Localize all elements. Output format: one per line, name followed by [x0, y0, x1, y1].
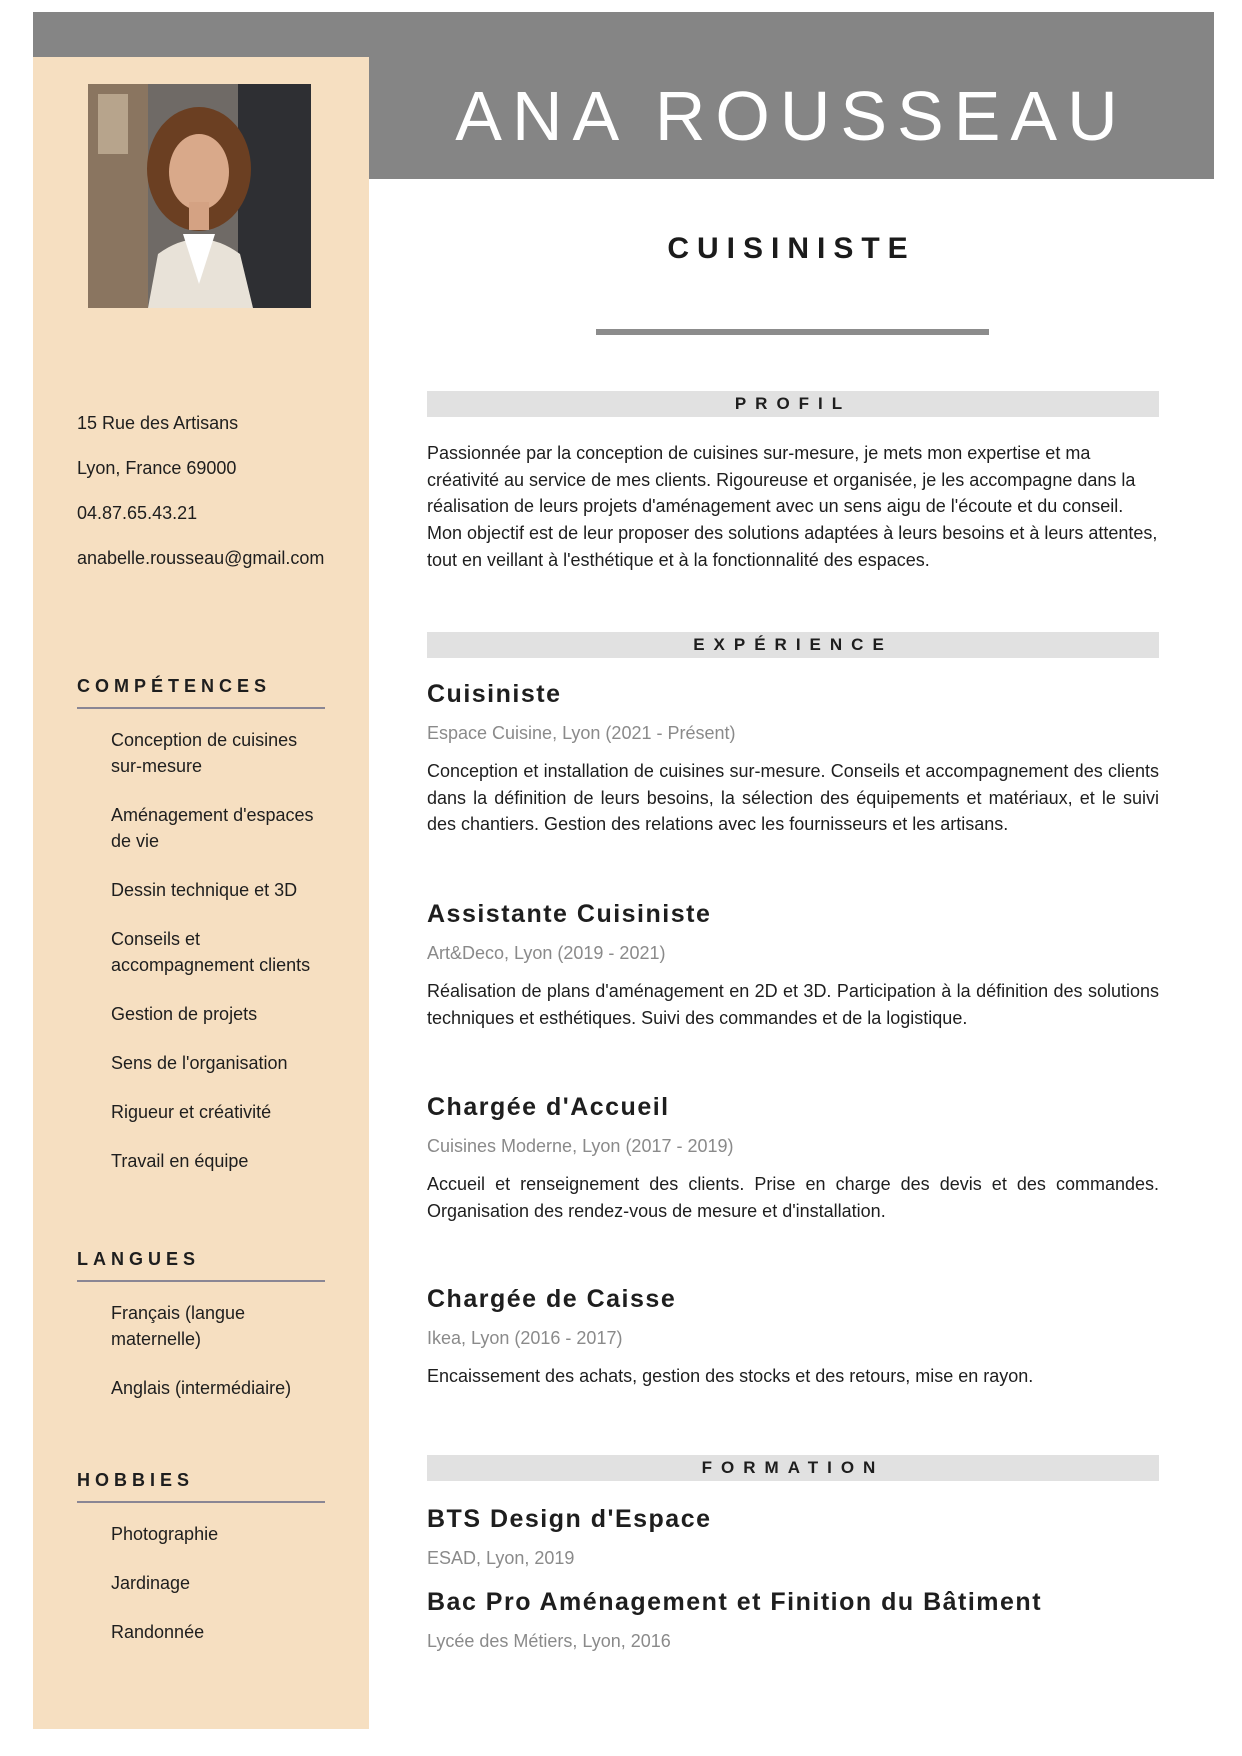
hobby-item: Jardinage: [111, 1573, 191, 1593]
job-description: Encaissement des achats, gestion des stocks et des retours, mise en rayon.: [427, 1366, 1034, 1386]
job-description: Conception et installation de cuisines sur-mesure. Conseils et accompagnement des clients dans la définition de leurs besoins, la sélection des équipements et matériaux, et le suivi des chantiers. Gestion des relations avec les fournisseurs et les artisans.: [427, 761, 1159, 835]
job-entry: [427, 1283, 1159, 1390]
skills-heading: COMPÉTENCES: [77, 676, 325, 709]
job-company: Cuisines Moderne, Lyon (2017 - 2019): [427, 1136, 734, 1156]
languages-list: [77, 1282, 325, 1401]
contact-phone: 04.87.65.43.21: [77, 503, 198, 523]
skill-item: Gestion de projets: [111, 1004, 258, 1024]
job-role: Assistante Cuisiniste: [427, 900, 712, 928]
candidate-name: ANA ROUSSEAU: [455, 77, 1128, 155]
education-title: Bac Pro Aménagement et Finition du Bâtiment: [427, 1588, 1043, 1616]
skills-section: [77, 676, 325, 1197]
job-description: Accueil et renseignement des clients. Prise en charge des devis et des commandes. Organisation des rendez-vous de mesure et d'installation.: [427, 1174, 1159, 1221]
education-title: BTS Design d'Espace: [427, 1505, 712, 1533]
education-heading: FORMATION: [427, 1455, 1159, 1481]
job-role: Chargée d'Accueil: [427, 1093, 670, 1121]
skill-item: Travail en équipe: [111, 1151, 249, 1171]
skill-item: Conseils et accompagnement clients: [111, 929, 311, 975]
job-title: CUISINISTE: [667, 232, 916, 265]
experience-heading: EXPÉRIENCE: [427, 632, 1159, 658]
title-divider: [596, 329, 989, 335]
hobbies-section: [77, 1470, 325, 1668]
profile-text: Passionnée par la conception de cuisines sur-mesure, je mets mon expertise et ma créativité au service de mes clients. Rigoureuse et organisée, je les accompagne dans la réalisation de leurs projets d'aménagement avec un sens aigu de l'écoute et du conseil. Mon objectif est de leur proposer des solutions adaptées à leurs besoins et à leurs attentes, tout en veillant à l'esthétique et à la fonctionnalité des espaces.: [427, 443, 1158, 570]
hobbies-heading: HOBBIES: [77, 1470, 325, 1503]
language-item: Français (langue maternelle): [111, 1303, 246, 1349]
contact-address: 15 Rue des Artisans: [77, 413, 239, 433]
job-entry: [427, 1091, 1159, 1224]
contact-block: [77, 410, 357, 590]
hobby-item: Photographie: [111, 1524, 219, 1544]
skill-item: Rigueur et créativité: [111, 1102, 272, 1122]
education-entry: [427, 1586, 1159, 1654]
education-school: ESAD, Lyon, 2019: [427, 1548, 575, 1568]
job-entry: [427, 678, 1159, 838]
contact-city: Lyon, France 69000: [77, 458, 237, 478]
job-entry: [427, 898, 1159, 1031]
job-company: Espace Cuisine, Lyon (2021 - Présent): [427, 723, 736, 743]
skill-item: Conception de cuisines sur-mesure: [111, 730, 298, 776]
education-school: Lycée des Métiers, Lyon, 2016: [427, 1631, 671, 1651]
languages-heading: LANGUES: [77, 1249, 325, 1282]
skills-list: [77, 709, 325, 1174]
hobby-item: Randonnée: [111, 1622, 205, 1642]
skill-item: Sens de l'organisation: [111, 1053, 288, 1073]
job-company: Art&Deco, Lyon (2019 - 2021): [427, 943, 666, 963]
job-role: Cuisiniste: [427, 680, 562, 708]
contact-email: anabelle.rousseau@gmail.com: [77, 548, 325, 568]
portrait-photo-icon: [88, 84, 311, 308]
languages-section: [77, 1249, 325, 1424]
profile-heading: PROFIL: [427, 391, 1159, 417]
profile-photo: [88, 84, 311, 308]
language-item: Anglais (intermédiaire): [111, 1378, 292, 1398]
education-entry: [427, 1503, 1159, 1571]
skill-item: Aménagement d'espaces de vie: [111, 805, 314, 851]
job-role: Chargée de Caisse: [427, 1285, 677, 1313]
skill-item: Dessin technique et 3D: [111, 880, 298, 900]
hobbies-list: [77, 1503, 325, 1645]
job-company: Ikea, Lyon (2016 - 2017): [427, 1328, 623, 1348]
job-description: Réalisation de plans d'aménagement en 2D et 3D. Participation à la définition des solutions techniques et esthétiques. Suivi des commandes et de la logistique.: [427, 981, 1159, 1028]
